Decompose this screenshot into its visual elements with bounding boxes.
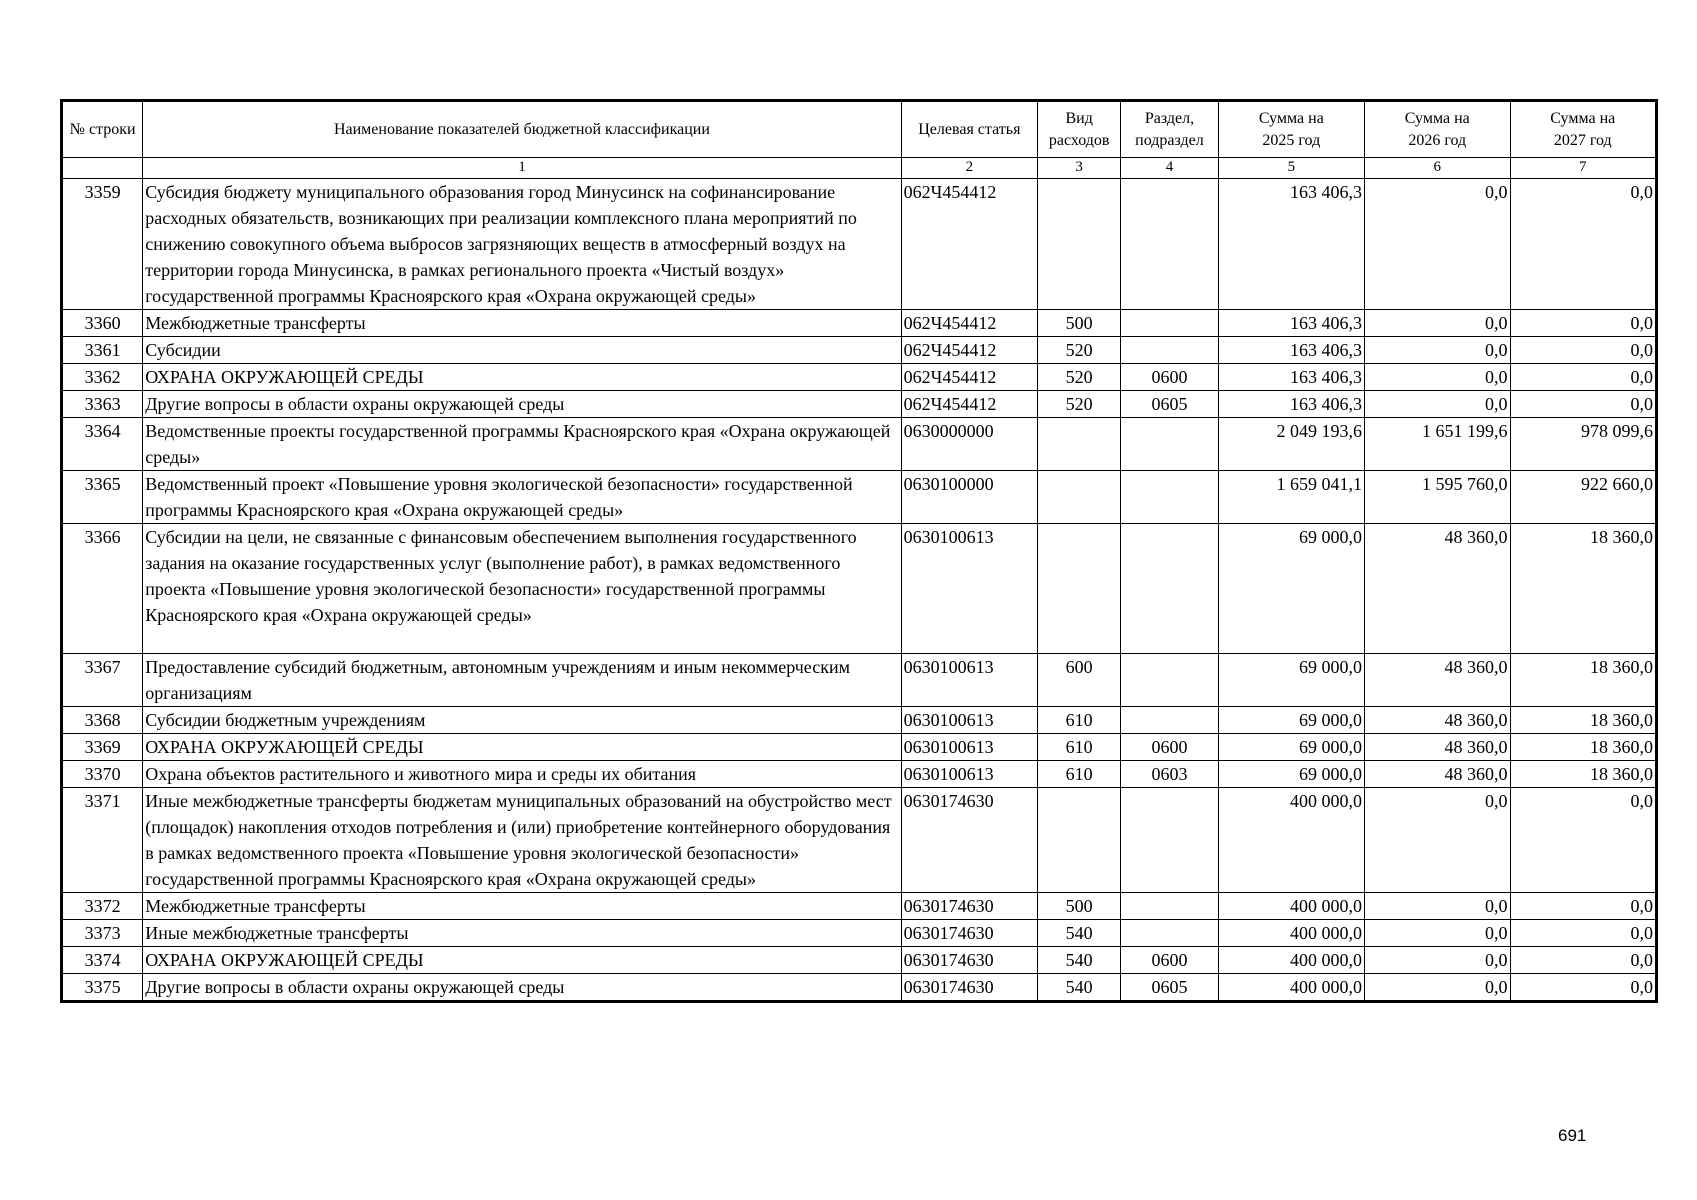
row-name-cell: Субсидия бюджету муниципального образования город Минусинск на софинансирование расходных обязательств, возникающих при реализации комплексного плана мероприятий по снижению совокупного объема выбросов загрязняющих веществ в атмосферный воздух на территории города Минусинска, в рамках регионального проекта «Чистый воздух» государственной программы Красноярского края «Охрана окружающей среды» xyxy=(143,179,901,310)
header-expense-type-line1: Вид xyxy=(1065,109,1093,127)
target-article-cell: 062Ч454412 xyxy=(901,179,1037,310)
sum-2027-cell: 0,0 xyxy=(1510,310,1656,337)
sum-2025-cell: 400 000,0 xyxy=(1218,893,1364,920)
row-name-cell: ОХРАНА ОКРУЖАЮЩЕЙ СРЕДЫ xyxy=(143,734,901,761)
row-name-cell: Иные межбюджетные трансферты бюджетам муниципальных образований на обустройство мест (площадок) накопления отходов потребления и (или) приобретение контейнерного оборудования в рамках ведомственного проекта «Повышение уровня экологической безопасности» государственной программы Красноярского края «Охрана окружающей среды» xyxy=(143,788,901,893)
sum-2025-cell: 69 000,0 xyxy=(1218,654,1364,707)
sum-2025-cell: 400 000,0 xyxy=(1218,788,1364,893)
row-number-cell: 3362 xyxy=(63,364,143,391)
table-row xyxy=(63,707,1656,734)
expense-type-cell xyxy=(1038,788,1121,893)
sum-2027-cell: 0,0 xyxy=(1510,391,1656,418)
header-target-article: Целевая статья xyxy=(901,102,1037,158)
row-number-cell: 3364 xyxy=(63,418,143,471)
section-cell: 0600 xyxy=(1121,947,1218,974)
header-section xyxy=(1121,102,1218,158)
column-number: 1 xyxy=(143,158,901,179)
sum-2025-cell: 69 000,0 xyxy=(1218,524,1364,654)
header-sum-2027-line2: 2027 год xyxy=(1553,131,1612,149)
row-name-cell: ОХРАНА ОКРУЖАЮЩЕЙ СРЕДЫ xyxy=(143,947,901,974)
sum-2026-cell: 0,0 xyxy=(1365,364,1510,391)
sum-2026-cell: 0,0 xyxy=(1365,310,1510,337)
expense-type-cell: 610 xyxy=(1038,707,1121,734)
row-name-cell: Другие вопросы в области охраны окружающей среды xyxy=(143,391,901,418)
sum-2025-cell: 163 406,3 xyxy=(1218,364,1364,391)
budget-table xyxy=(62,101,1656,1001)
expense-type-cell xyxy=(1038,471,1121,524)
sum-2026-cell: 1 651 199,6 xyxy=(1365,418,1510,471)
table-row xyxy=(63,418,1656,471)
sum-2027-cell: 18 360,0 xyxy=(1510,707,1656,734)
sum-2027-cell: 18 360,0 xyxy=(1510,734,1656,761)
table-row xyxy=(63,920,1656,947)
section-cell xyxy=(1121,179,1218,310)
section-cell xyxy=(1121,418,1218,471)
expense-type-cell: 610 xyxy=(1038,734,1121,761)
header-sum-2025 xyxy=(1218,102,1364,158)
sum-2027-cell: 0,0 xyxy=(1510,947,1656,974)
sum-2025-cell: 400 000,0 xyxy=(1218,947,1364,974)
row-number-cell: 3359 xyxy=(63,179,143,310)
header-sum-2025-line2: 2025 год xyxy=(1262,131,1321,149)
table-body xyxy=(63,179,1656,1001)
row-number-cell: 3371 xyxy=(63,788,143,893)
sum-2026-cell: 0,0 xyxy=(1365,893,1510,920)
row-number-cell: 3365 xyxy=(63,471,143,524)
section-cell xyxy=(1121,788,1218,893)
target-article-cell: 0630100613 xyxy=(901,524,1037,654)
column-number: 5 xyxy=(1218,158,1364,179)
header-sum-2027-line1: Сумма на xyxy=(1550,109,1616,127)
sum-2026-cell: 0,0 xyxy=(1365,179,1510,310)
table-row xyxy=(63,654,1656,707)
target-article-cell: 0630100000 xyxy=(901,471,1037,524)
sum-2025-cell: 69 000,0 xyxy=(1218,761,1364,788)
section-cell xyxy=(1121,893,1218,920)
expense-type-cell xyxy=(1038,524,1121,654)
sum-2027-cell: 0,0 xyxy=(1510,337,1656,364)
expense-type-cell: 610 xyxy=(1038,761,1121,788)
sum-2025-cell: 163 406,3 xyxy=(1218,179,1364,310)
table-row xyxy=(63,974,1656,1001)
section-cell xyxy=(1121,707,1218,734)
expense-type-cell: 520 xyxy=(1038,391,1121,418)
header-sum-2026 xyxy=(1365,102,1510,158)
expense-type-cell xyxy=(1038,418,1121,471)
expense-type-cell: 600 xyxy=(1038,654,1121,707)
column-number: 6 xyxy=(1365,158,1510,179)
row-number-cell: 3368 xyxy=(63,707,143,734)
sum-2027-cell: 0,0 xyxy=(1510,364,1656,391)
row-number-cell: 3361 xyxy=(63,337,143,364)
header-section-line2: подраздел xyxy=(1135,131,1204,149)
sum-2025-cell: 1 659 041,1 xyxy=(1218,471,1364,524)
sum-2026-cell: 0,0 xyxy=(1365,947,1510,974)
sum-2025-cell: 163 406,3 xyxy=(1218,337,1364,364)
target-article-cell: 0630174630 xyxy=(901,947,1037,974)
row-name-cell: Другие вопросы в области охраны окружающей среды xyxy=(143,974,901,1001)
table-row xyxy=(63,947,1656,974)
row-number-cell: 3369 xyxy=(63,734,143,761)
table-row xyxy=(63,761,1656,788)
row-number-cell: 3374 xyxy=(63,947,143,974)
table-row xyxy=(63,524,1656,654)
sum-2025-cell: 69 000,0 xyxy=(1218,707,1364,734)
row-number-cell: 3370 xyxy=(63,761,143,788)
expense-type-cell: 540 xyxy=(1038,974,1121,1001)
target-article-cell: 062Ч454412 xyxy=(901,364,1037,391)
row-number-cell: 3375 xyxy=(63,974,143,1001)
section-cell: 0600 xyxy=(1121,364,1218,391)
column-number: 2 xyxy=(901,158,1037,179)
column-number: 3 xyxy=(1038,158,1121,179)
section-cell: 0600 xyxy=(1121,734,1218,761)
row-name-cell: Субсидии xyxy=(143,337,901,364)
section-cell xyxy=(1121,337,1218,364)
target-article-cell: 062Ч454412 xyxy=(901,310,1037,337)
section-cell: 0605 xyxy=(1121,391,1218,418)
target-article-cell: 0630100613 xyxy=(901,761,1037,788)
sum-2027-cell: 978 099,6 xyxy=(1510,418,1656,471)
expense-type-cell: 500 xyxy=(1038,893,1121,920)
row-name-cell: Иные межбюджетные трансферты xyxy=(143,920,901,947)
table-row xyxy=(63,734,1656,761)
column-number xyxy=(63,158,143,179)
page-number: 691 xyxy=(1558,1126,1587,1145)
row-name-cell: Предоставление субсидий бюджетным, автономным учреждениям и иным некоммерческим организациям xyxy=(143,654,901,707)
sum-2025-cell: 163 406,3 xyxy=(1218,310,1364,337)
sum-2027-cell: 0,0 xyxy=(1510,893,1656,920)
sum-2027-cell: 0,0 xyxy=(1510,788,1656,893)
sum-2027-cell: 0,0 xyxy=(1510,179,1656,310)
section-cell xyxy=(1121,471,1218,524)
target-article-cell: 062Ч454412 xyxy=(901,337,1037,364)
table-row xyxy=(63,471,1656,524)
sum-2026-cell: 0,0 xyxy=(1365,920,1510,947)
section-cell xyxy=(1121,310,1218,337)
target-article-cell: 062Ч454412 xyxy=(901,391,1037,418)
sum-2027-cell: 0,0 xyxy=(1510,920,1656,947)
sum-2026-cell: 0,0 xyxy=(1365,337,1510,364)
row-number-cell: 3366 xyxy=(63,524,143,654)
row-name-cell: Охрана объектов растительного и животного мира и среды их обитания xyxy=(143,761,901,788)
header-sum-2027 xyxy=(1510,102,1656,158)
header-row-number: № строки xyxy=(63,102,143,158)
section-cell: 0605 xyxy=(1121,974,1218,1001)
row-name-cell: Субсидии бюджетным учреждениям xyxy=(143,707,901,734)
sum-2026-cell: 48 360,0 xyxy=(1365,761,1510,788)
expense-type-cell: 540 xyxy=(1038,947,1121,974)
target-article-cell: 0630174630 xyxy=(901,920,1037,947)
sum-2027-cell: 922 660,0 xyxy=(1510,471,1656,524)
row-name-cell: Ведомственный проект «Повышение уровня экологической безопасности» государственной программы Красноярского края «Охрана окружающей среды» xyxy=(143,471,901,524)
sum-2026-cell: 48 360,0 xyxy=(1365,654,1510,707)
expense-type-cell: 500 xyxy=(1038,310,1121,337)
sum-2026-cell: 0,0 xyxy=(1365,788,1510,893)
sum-2025-cell: 400 000,0 xyxy=(1218,920,1364,947)
section-cell: 0603 xyxy=(1121,761,1218,788)
row-number-cell: 3373 xyxy=(63,920,143,947)
target-article-cell: 0630100613 xyxy=(901,734,1037,761)
row-number-cell: 3360 xyxy=(63,310,143,337)
expense-type-cell: 520 xyxy=(1038,337,1121,364)
section-cell xyxy=(1121,524,1218,654)
target-article-cell: 0630100613 xyxy=(901,654,1037,707)
row-name-cell: Межбюджетные трансферты xyxy=(143,310,901,337)
row-name-cell: Межбюджетные трансферты xyxy=(143,893,901,920)
header-name: Наименование показателей бюджетной классификации xyxy=(143,102,901,158)
sum-2026-cell: 48 360,0 xyxy=(1365,707,1510,734)
section-cell xyxy=(1121,920,1218,947)
target-article-cell: 0630000000 xyxy=(901,418,1037,471)
sum-2027-cell: 18 360,0 xyxy=(1510,761,1656,788)
target-article-cell: 0630100613 xyxy=(901,707,1037,734)
row-number-cell: 3372 xyxy=(63,893,143,920)
header-section-line1: Раздел, xyxy=(1144,109,1195,127)
header-expense-type xyxy=(1038,102,1121,158)
sum-2025-cell: 400 000,0 xyxy=(1218,974,1364,1001)
sum-2027-cell: 18 360,0 xyxy=(1510,654,1656,707)
table-row xyxy=(63,337,1656,364)
sum-2026-cell: 48 360,0 xyxy=(1365,734,1510,761)
section-cell xyxy=(1121,654,1218,707)
row-number-cell: 3363 xyxy=(63,391,143,418)
sum-2027-cell: 0,0 xyxy=(1510,974,1656,1001)
sum-2025-cell: 163 406,3 xyxy=(1218,391,1364,418)
table-row xyxy=(63,788,1656,893)
sum-2026-cell: 0,0 xyxy=(1365,974,1510,1001)
table-row xyxy=(63,179,1656,310)
sum-2026-cell: 0,0 xyxy=(1365,391,1510,418)
column-numbers-row xyxy=(63,158,1656,179)
column-number: 7 xyxy=(1510,158,1656,179)
header-sum-2025-line1: Сумма на xyxy=(1258,109,1324,127)
row-name-cell: ОХРАНА ОКРУЖАЮЩЕЙ СРЕДЫ xyxy=(143,364,901,391)
header-expense-type-line2: расходов xyxy=(1048,131,1110,149)
header-sum-2026-line1: Сумма на xyxy=(1404,109,1470,127)
sum-2025-cell: 69 000,0 xyxy=(1218,734,1364,761)
expense-type-cell: 540 xyxy=(1038,920,1121,947)
table-header-row xyxy=(63,102,1656,158)
sum-2026-cell: 48 360,0 xyxy=(1365,524,1510,654)
row-name-cell: Ведомственные проекты государственной программы Красноярского края «Охрана окружающей среды» xyxy=(143,418,901,471)
row-number-cell: 3367 xyxy=(63,654,143,707)
target-article-cell: 0630174630 xyxy=(901,788,1037,893)
target-article-cell: 0630174630 xyxy=(901,893,1037,920)
expense-type-cell: 520 xyxy=(1038,364,1121,391)
row-name-cell: Субсидии на цели, не связанные с финансовым обеспечением выполнения государственного задания на оказание государственных услуг (выполнение работ), в рамках ведомственного проекта «Повышение уровня экологической безопасности» государственной программы Красноярского края «Охрана окружающей среды» xyxy=(143,524,901,654)
column-number: 4 xyxy=(1121,158,1218,179)
table-row xyxy=(63,893,1656,920)
table-row xyxy=(63,391,1656,418)
sum-2027-cell: 18 360,0 xyxy=(1510,524,1656,654)
table-row xyxy=(63,310,1656,337)
sum-2026-cell: 1 595 760,0 xyxy=(1365,471,1510,524)
table-row xyxy=(63,364,1656,391)
expense-type-cell xyxy=(1038,179,1121,310)
header-sum-2026-line2: 2026 год xyxy=(1408,131,1467,149)
target-article-cell: 0630174630 xyxy=(901,974,1037,1001)
sum-2025-cell: 2 049 193,6 xyxy=(1218,418,1364,471)
